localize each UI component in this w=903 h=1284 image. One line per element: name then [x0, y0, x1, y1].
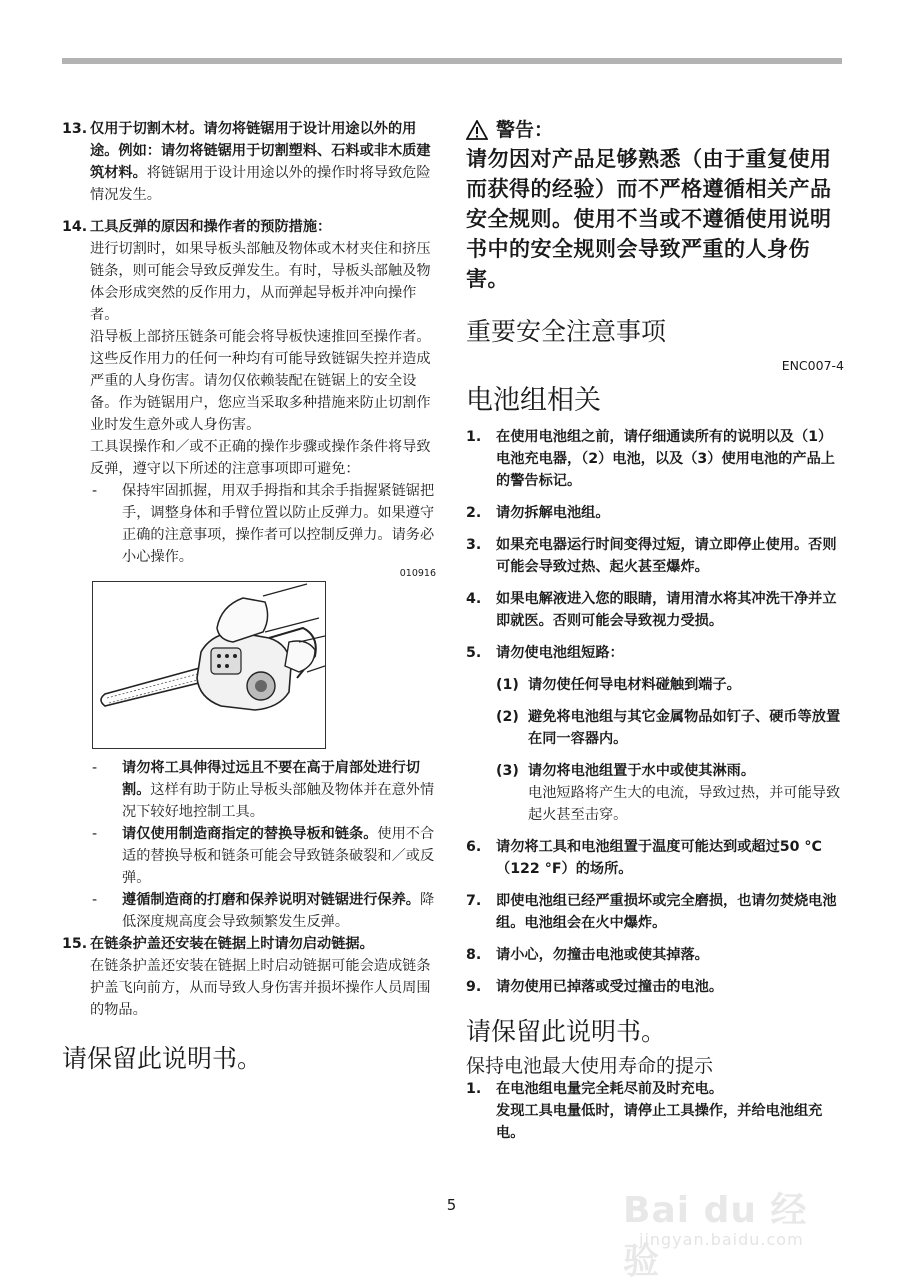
battery-tips-heading: 保持电池最大使用寿命的提示 — [466, 1055, 714, 1077]
item-text: 这样有助于防止导板头部触及物体并在意外情况下较好地控制工具。 — [122, 782, 435, 820]
item-14 — [62, 216, 440, 933]
paragraph: 工具误操作和／或不正确的操作步骤或操作条件将导致反弹，遵守以下所述的注意事项即可避免： — [90, 439, 431, 477]
top-rule — [62, 58, 842, 64]
item-number: 1. — [466, 1081, 482, 1097]
dash-marker: - — [92, 892, 98, 908]
battery-item-3 — [466, 534, 844, 578]
item-number: 3. — [466, 537, 482, 553]
warning-title — [466, 118, 844, 142]
sub-item-2 — [496, 706, 844, 750]
item-13 — [62, 118, 440, 206]
item-15 — [62, 933, 440, 1021]
item-text: 如果电解液进入您的眼睛，请用清水将其冲洗干净并立即就医。否则可能会导致视力受损。 — [496, 591, 837, 629]
watermark-url: jingyan.baidu.com — [639, 1230, 804, 1249]
battery-item-9 — [466, 976, 844, 998]
important-safety-heading: 重要安全注意事项 — [466, 317, 667, 346]
battery-item-6 — [466, 836, 844, 880]
item-number: 7. — [466, 893, 482, 909]
sub-item-text: 请勿将电池组置于水中或使其淋雨。 — [528, 763, 756, 779]
item-lead: 工具反弹的原因和操作者的预防措施： — [90, 219, 332, 235]
dash-marker: - — [92, 760, 98, 776]
item-text: 请小心，勿撞击电池或使其掉落。 — [496, 947, 709, 963]
item-number: 9. — [466, 979, 482, 995]
item-note: 发现工具电量低时，请停止工具操作，并给电池组充电。 — [496, 1103, 823, 1141]
page-number: 5 — [446, 1196, 457, 1214]
battery-heading: 电池组相关 — [466, 385, 601, 416]
dash-item — [90, 823, 440, 889]
watermark — [623, 1182, 843, 1282]
left-column — [62, 118, 440, 1075]
item-lead: 遵循制造商的打磨和保养说明对链锯进行保养。 — [122, 892, 420, 908]
sub-item-number: (1) — [496, 677, 519, 693]
dash-marker: - — [92, 483, 98, 499]
right-column — [466, 118, 844, 1144]
tip-item-1 — [466, 1078, 844, 1144]
item-number: 2. — [466, 505, 482, 521]
enc-code: ENC007-4 — [781, 358, 844, 373]
item-number: 13. — [62, 121, 88, 137]
item-text: 降低深度规高度会导致频繁发生反弹。 — [122, 892, 435, 930]
sub-item-1 — [496, 674, 844, 696]
item-text: 请勿拆解电池组。 — [496, 505, 610, 521]
battery-item-1 — [466, 426, 844, 492]
sub-item-number: (2) — [496, 709, 519, 725]
paragraph: 在链条护盖还安装在链据上时启动链据可能会造成链条护盖飞向前方，从而导致人身伤害并损坏操作人员周围的物品。 — [90, 958, 431, 1018]
item-text: 请勿使用已掉落或受过撞击的电池。 — [496, 979, 724, 995]
item-number: 14. — [62, 219, 88, 235]
sub-item-3 — [496, 760, 844, 826]
item-number: 4. — [466, 591, 482, 607]
item-text: 请勿使电池组短路： — [496, 645, 624, 661]
item-number: 5. — [466, 645, 482, 661]
chainsaw-illustration-icon — [93, 582, 325, 748]
item-text: 即使电池组已经严重损坏或完全磨损，也请勿焚烧电池组。电池组会在火中爆炸。 — [496, 893, 837, 931]
dash-item — [90, 480, 440, 568]
item-text: 将链锯用于设计用途以外的操作时将导致危险情况发生。 — [90, 165, 431, 203]
chainsaw-figure — [92, 581, 326, 749]
paragraph: 沿导板上部挤压链条可能会将导板快速推回至操作者。 — [90, 329, 431, 345]
warning-title-text: 警告： — [496, 119, 554, 141]
figure-code: 010916 — [399, 568, 436, 579]
battery-item-8 — [466, 944, 844, 966]
paragraph: 进行切割时，如果导板头部触及物体或木材夹住和挤压链条，则可能会导致反弹发生。有时，导板头部触及物体会形成突然的反作用力，从而弹起导板并冲向操作者。 — [90, 241, 431, 323]
battery-item-7 — [466, 890, 844, 934]
item-text: 请勿将工具和电池组置于温度可能达到或超过50 °C（122 °F）的场所。 — [496, 839, 822, 877]
item-number: 6. — [466, 839, 482, 855]
battery-item-4 — [466, 588, 844, 632]
dash-item — [90, 757, 440, 823]
item-number: 8. — [466, 947, 482, 963]
item-lead: 仅用于切割木材。请勿将链锯用于设计用途以外的用途。例如：请勿将链锯用于切割塑料、石料或非木质建筑材料。 — [90, 121, 431, 181]
warning-triangle-icon — [466, 120, 488, 140]
sub-item-note: 电池短路将产生大的电流，导致过热，并可能导致起火甚至击穿。 — [528, 785, 841, 823]
paragraph: 这些反作用力的任何一种均有可能导致链锯失控并造成严重的人身伤害。请勿仅依赖装配在链锯上的安全设备。作为链锯用户，您应当采取多种措施来防止切割作业时发生意外或人身伤害。 — [90, 351, 431, 433]
item-text: 在使用电池组之前，请仔细通读所有的说明以及（1）电池充电器，（2）电池，以及（3）使用电池的产品上的警告标记。 — [496, 429, 835, 489]
sub-item-text: 请勿使任何导电材料碰触到端子。 — [528, 677, 741, 693]
save-instructions-heading: 请保留此说明书。 — [466, 1017, 667, 1046]
warning-body: 请勿因对产品足够熟悉（由于重复使用而获得的经验）而不严格遵循相关产品安全规则。使用不当或不遵循使用说明书中的安全规则会导致严重的人身伤害。 — [466, 147, 832, 291]
battery-item-2 — [466, 502, 844, 524]
item-number: 15. — [62, 936, 88, 952]
dash-marker: - — [92, 826, 98, 842]
paragraph: 保持牢固抓握，用双手拇指和其余手指握紧链锯把手，调整身体和手臂位置以防止反弹力。如果遵守正确的注意事项，操作者可以控制反弹力。请务必小心操作。 — [122, 483, 435, 565]
battery-item-5 — [466, 642, 844, 826]
sub-item-number: (3) — [496, 763, 519, 779]
dash-item — [90, 889, 440, 933]
item-number: 1. — [466, 429, 482, 445]
save-instructions-heading: 请保留此说明书。 — [62, 1044, 263, 1073]
item-lead: 请勿将工具伸得过远且不要在高于肩部处进行切割。 — [122, 760, 420, 798]
item-lead: 在链条护盖还安装在链据上时请勿启动链据。 — [90, 936, 374, 952]
item-lead: 请仅使用制造商指定的替换导板和链条。 — [122, 826, 378, 842]
sub-item-text: 避免将电池组与其它金属物品如钉子、硬币等放置在同一容器内。 — [528, 709, 841, 747]
item-text: 使用不合适的替换导板和链条可能会导致链条破裂和／或反弹。 — [122, 826, 435, 886]
item-text: 如果充电器运行时间变得过短，请立即停止使用。否则可能会导致过热、起火甚至爆炸。 — [496, 537, 837, 575]
watermark-logo: Bai du 经验 — [623, 1190, 808, 1282]
item-text: 在电池组电量完全耗尽前及时充电。 — [496, 1081, 724, 1097]
